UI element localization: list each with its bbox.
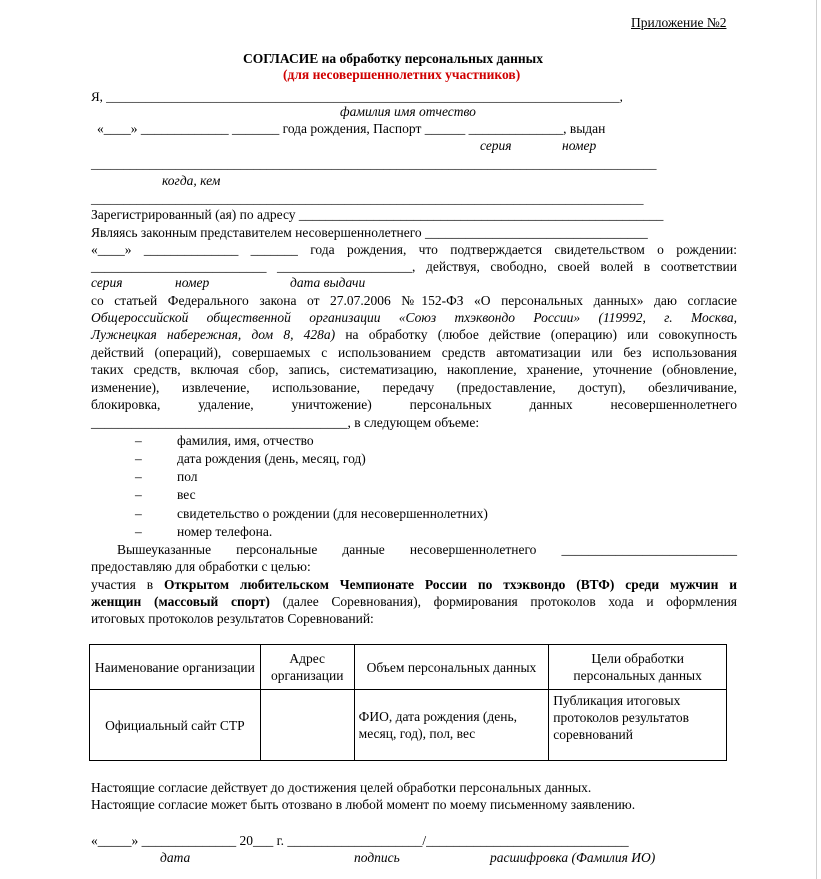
table-header-cell: Наименование организации bbox=[90, 645, 261, 690]
list-item: фамилия, имя, отчество bbox=[177, 433, 314, 448]
caption-full-name: фамилия имя отчество bbox=[340, 104, 476, 119]
line-birth-passport: «____» _____________ _______ года рождения, Паспорт ______ ______________, выдан bbox=[97, 121, 606, 136]
purpose-event-line bbox=[91, 593, 737, 611]
table-cell-data-volume: ФИО, дата рождения (день, месяц, год), пол, вес bbox=[354, 690, 549, 761]
signature-line: «_____» ______________ 20___ г. ____________________/______________________________ bbox=[91, 833, 629, 848]
caption-date: дата bbox=[160, 850, 191, 865]
table-header-cell: Адрес организации bbox=[260, 645, 354, 690]
page-edge-line bbox=[816, 0, 817, 879]
table-header-row bbox=[90, 645, 727, 690]
list-dash: – bbox=[135, 451, 142, 466]
caption-certificate-number: номер bbox=[175, 275, 210, 290]
table-row bbox=[90, 690, 727, 761]
purpose-line: Вышеуказанные персональные данные несовершеннолетнего __________________________ bbox=[117, 542, 737, 557]
purpose-rest: (далее Соревнования), формирования протоколов хода и оформления bbox=[282, 594, 738, 609]
line-issued-blank: _______________________________________________________________________________________ bbox=[91, 156, 657, 171]
caption-passport-number: номер bbox=[562, 138, 597, 153]
purpose-event-line bbox=[91, 576, 737, 594]
line-child-birth: «____» ______________ _______ года рождения, что подтверждается свидетельством о рождении: bbox=[91, 242, 737, 257]
caption-signature: подпись bbox=[354, 850, 400, 865]
purpose-line: предоставляю для обработки с целью: bbox=[91, 559, 311, 574]
list-dash: – bbox=[135, 524, 142, 539]
list-item: номер телефона. bbox=[177, 524, 273, 539]
validity-text: Настоящие согласие действует до достижения целей обработки персональных данных. bbox=[91, 780, 592, 795]
purpose-prefix: участия в bbox=[91, 577, 164, 592]
document-subtitle: (для несовершеннолетних участников) bbox=[283, 67, 521, 82]
purpose-line: итоговых протоколов результатов Соревнований: bbox=[91, 611, 374, 626]
body-line: таких средств, включая сбор, запись, систематизацию, накопление, хранение, уточнение (обновление, bbox=[91, 362, 737, 377]
body-line: Общероссийской общественной организации «Союз тхэквондо России» (119992, г. Москва, bbox=[91, 310, 737, 325]
table-cell-address bbox=[260, 690, 354, 761]
body-line: изменение), извлечение, использование, передачу (предоставление, доступ), обезличивание, bbox=[91, 380, 737, 395]
caption-passport-series: серия bbox=[480, 138, 512, 153]
body-line: со статьей Федерального закона от 27.07.2006 №152-ФЗ «О персональных данных» даю согласие bbox=[91, 293, 737, 308]
event-category: женщин (массовый спорт) bbox=[91, 594, 270, 609]
table-cell-organization: Официальный сайт СТР bbox=[90, 690, 261, 761]
list-dash: – bbox=[135, 433, 142, 448]
caption-certificate-series: серия bbox=[91, 275, 123, 290]
body-line-rest: на обработку (любое действие (операцию) или совокупность bbox=[345, 327, 738, 342]
list-item: пол bbox=[177, 469, 198, 484]
event-name: Открытом любительском Чемпионате России по тхэквондо (ВТФ) среди мужчин и bbox=[163, 577, 737, 592]
appendix-label: Приложение №2 bbox=[631, 15, 727, 30]
line-full-name: Я, _______________________________________________________________________________, bbox=[91, 89, 623, 104]
line-volume: ______________________________________, в следующем объеме: bbox=[91, 415, 480, 430]
caption-certificate-issue-date: дата выдачи bbox=[290, 275, 366, 290]
list-item: вес bbox=[177, 487, 196, 502]
caption-issued-when-by: когда, кем bbox=[162, 173, 221, 188]
document-title: СОГЛАСИЕ на обработку персональных данных bbox=[243, 51, 543, 66]
data-processing-table bbox=[89, 644, 727, 761]
line-extra-blank: _____________________________________________________________________________________ bbox=[91, 191, 644, 206]
list-dash: – bbox=[135, 487, 142, 502]
line-birth-certificate: __________________________ ____________________, действуя, свободно, своей волей в соответствии bbox=[91, 259, 737, 274]
revocation-text: Настоящие согласие может быть отозвано в любой момент по моему письменному заявлению. bbox=[91, 797, 636, 812]
body-line: блокировка, удаление, уничтожение) персональных данных несовершеннолетнего bbox=[91, 397, 737, 412]
body-line bbox=[91, 326, 737, 344]
table-header-cell: Объем персональных данных bbox=[354, 645, 549, 690]
organization-address: Лужнецкая набережная, дом 8, 428а) bbox=[91, 327, 336, 342]
table-header-cell: Цели обработки персональных данных bbox=[549, 645, 727, 690]
body-line: действий (операций), совершаемых с использованием средств автоматизации или без использования bbox=[91, 345, 737, 360]
list-dash: – bbox=[135, 506, 142, 521]
list-dash: – bbox=[135, 469, 142, 484]
list-item: дата рождения (день, месяц, год) bbox=[177, 451, 366, 466]
table-cell-purpose: Публикация итоговых протоколов результатов соревнований bbox=[549, 690, 727, 761]
list-item: свидетельство о рождении (для несовершеннолетних) bbox=[177, 506, 488, 521]
line-registered-address: Зарегистрированный (ая) по адресу ______________________________________________________ bbox=[91, 207, 664, 222]
line-legal-representative: Являясь законным представителем несовершеннолетнего _________________________________ bbox=[91, 225, 648, 240]
caption-signature-decoding: расшифровка (Фамилия ИО) bbox=[490, 850, 656, 865]
